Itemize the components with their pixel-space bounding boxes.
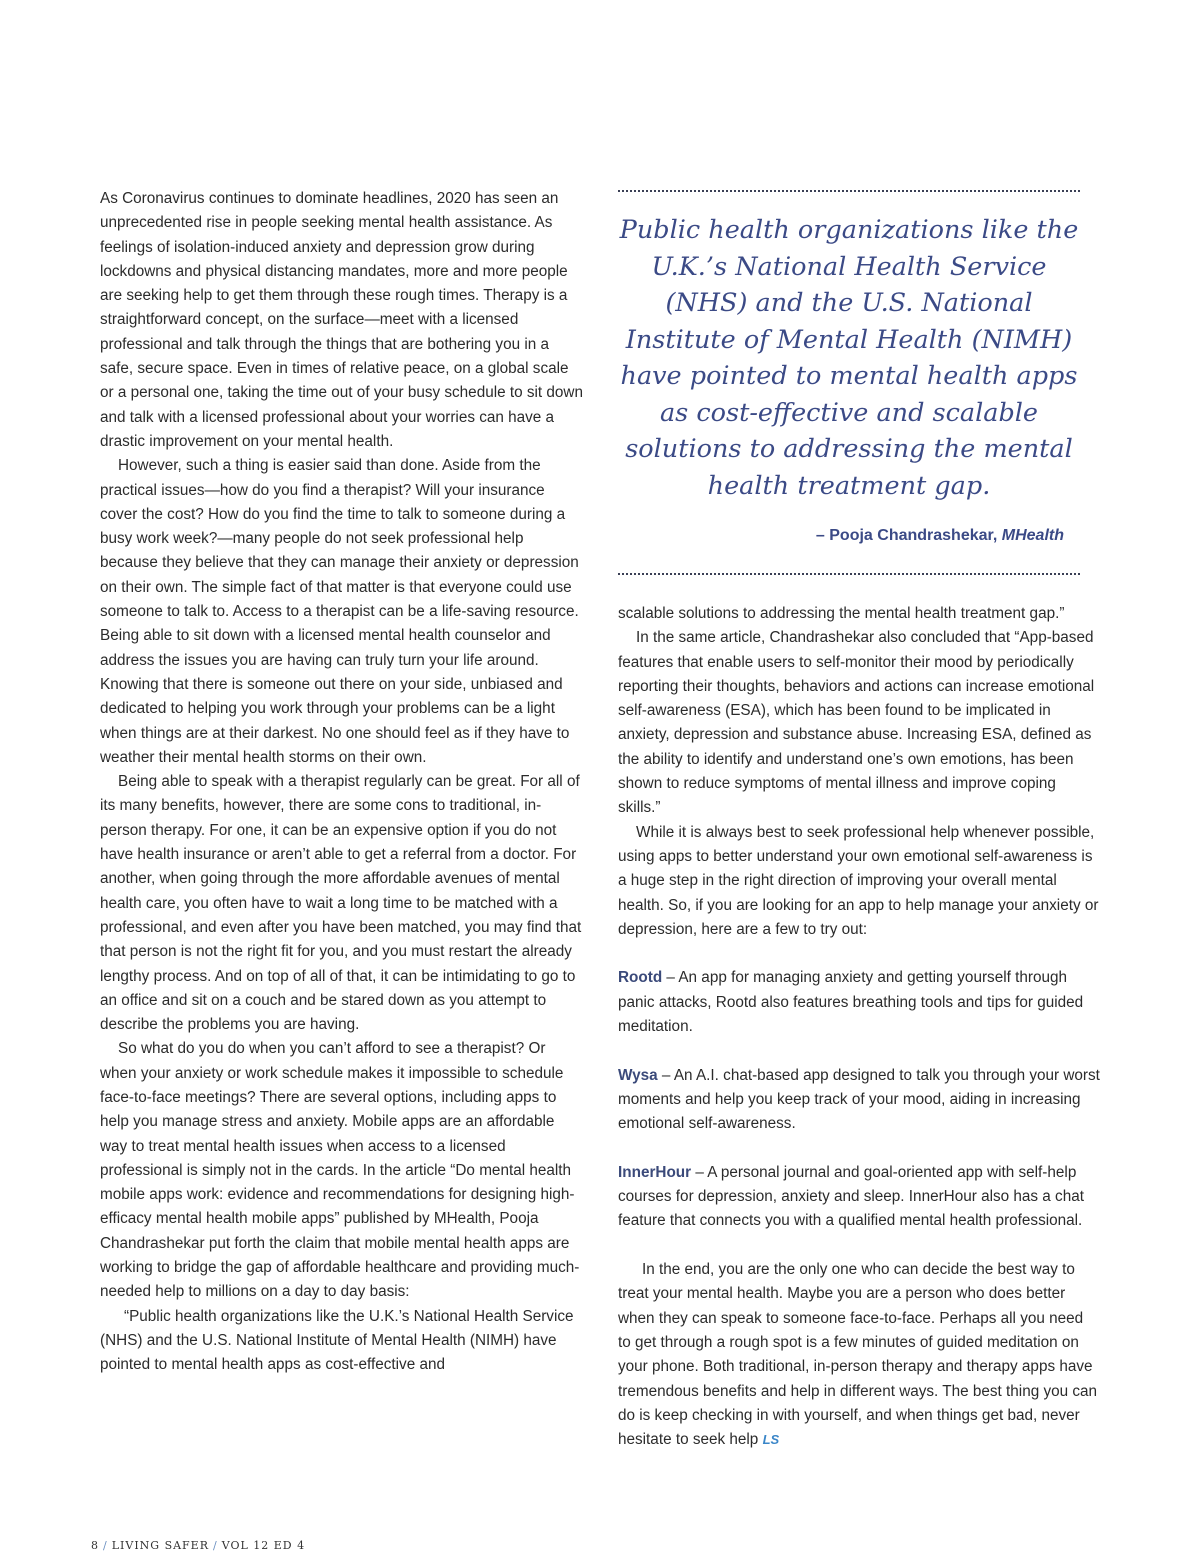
- pull-quote: Public health organizations like the U.K.’s National Health Service (NHS) and the U.S. National Institute of Mental Health (NIMH) have pointed to mental health apps as cost-effective and scalable solutions to addressing the mental health treatment gap.: [619, 215, 1079, 501]
- body-paragraph: Being able to speak with a therapist regularly can be great. For all of its many benefits, however, there are some cons to traditional, in-person therapy. For one, it can be an expensive option if you do not have health insurance or aren’t able to get a referral from a doctor. For another, when going through the more affordable avenues of mental health care, you often have to wait a long time to be matched with a professional, and even after you have been matched, you may find that that person is not the right fit for you, and you must restart the already lengthy process. And on top of all of that, it can be intimidating to go to an office and sit on a couch and be stared down as you attempt to describe the problems you are having.: [100, 773, 582, 1034]
- footer-separator: /: [103, 1539, 108, 1552]
- magazine-name: LIVING SAFER: [111, 1539, 209, 1552]
- body-paragraph: In the same article, Chandrashekar also concluded that “App-based features that enable users to self-monitor their mood by periodically reporting their thoughts, behaviors and actions can increase emotional self-awareness (ESA), which has been found to be implicated in anxiety, depression and substance abuse. Increasing ESA, defined as the ability to identify and understand one’s own emotions, has been shown to reduce symptoms of mental illness and improve coping skills.”: [618, 629, 1095, 817]
- page-number: 8: [91, 1539, 99, 1552]
- body-paragraph: So what do you do when you can’t afford to see a therapist? Or when your anxiety or work schedule makes it impossible to schedule face-to-face meetings? There are several options, including apps to help you manage stress and anxiety. Mobile apps are an affordable way to treat mental health issues when access to a licensed professional is simply not in the cards. In the article “Do mental health mobile apps work: evidence and recommendations for designing high-efficacy mental health mobile apps” published by MHealth, Pooja Chandrashekar put forth the claim that mobile mental health apps are working to bridge the gap of affordable healthcare and providing much-needed help to millions on a day to day basis:: [100, 1040, 580, 1301]
- issue-label: VOL 12 ED 4: [221, 1539, 306, 1552]
- attribution-name: – Pooja Chandrashekar,: [815, 527, 1002, 544]
- body-paragraph: scalable solutions to addressing the mental health treatment gap.”: [618, 605, 1065, 622]
- app-entry-wysa: [618, 1064, 1100, 1137]
- app-description: – A personal journal and goal-oriented app with self-help courses for depression, anxiety and sleep. InnerHour also has a chat feature that connects you with a qualified mental health professional.: [618, 1163, 1084, 1230]
- app-name: Wysa: [618, 1066, 658, 1084]
- body-paragraph: However, such a thing is easier said than done. Aside from the practical issues—how do you find a therapist? Will your insurance cover the cost? How do you find the time to talk to someone during a busy work week?—many people do not seek professional help because they believe that they can manage their anxiety or depression on their own. The simple fact of that matter is that everyone could use someone to talk to. Access to a therapist can be a life-saving resource. Being able to sit down with a licensed mental health counselor and address the issues you are having can truly turn your life around. Knowing that there is someone out there on your side, unbiased and dedicated to helping you work through your problems can be a light when things are at their darkest. No one should feel as if they have to weather their mental health storms on their own.: [100, 457, 579, 766]
- pull-quote-attribution: [816, 527, 1064, 545]
- app-name: Rootd: [618, 969, 663, 987]
- closing-text: In the end, you are the only one who can decide the best way to treat your mental health. Maybe you are a person who does better when they can speak to someone face-to-face. Perhaps all you need to get through a rough spot is a few minutes of guided meditation on your phone. Both traditional, in-person therapy and therapy apps have tremendous benefits and help in different ways. The best thing you can do is keep checking in with yourself, and when things get bad, never hesitate to seek help: [618, 1261, 1098, 1449]
- closing-paragraph: [618, 1258, 1100, 1452]
- app-entry-innerhour: [618, 1161, 1100, 1234]
- attribution-source: MHealth: [1001, 527, 1064, 544]
- right-column: [618, 602, 1100, 1452]
- page-footer: [91, 1539, 305, 1552]
- app-description: – An A.I. chat-based app designed to talk you through your worst moments and help you keep track of your mood, aiding in increasing emotional self-awareness.: [618, 1066, 1100, 1133]
- pull-quote-bottom-divider: [618, 573, 1080, 575]
- pull-quote-top-divider: [618, 190, 1080, 192]
- body-paragraph: As Coronavirus continues to dominate headlines, 2020 has seen an unprecedented rise in people seeking mental health assistance. As feelings of isolation-induced anxiety and depression grow during lockdowns and physical distancing mandates, more and more people are seeking help to get them through these rough times. Therapy is a straightforward concept, on the surface—meet with a licensed professional and talk through the things that are bothering you in a safe, secure space. Even in times of relative peace, on a global scale or a personal one, taking the time out of your busy schedule to sit down and talk with a licensed professional about your worries can have a drastic improvement on your mental health.: [100, 190, 583, 450]
- app-description: – An app for managing anxiety and getting yourself through panic attacks, Rootd also features breathing tools and tips for guided meditation.: [618, 969, 1084, 1036]
- body-paragraph: While it is always best to seek professional help whenever possible, using apps to better understand your own emotional self-awareness is a huge step in the right direction of improving your overall mental health. So, if you are looking for an app to help manage your anxiety or depression, here are a few to try out:: [618, 823, 1099, 938]
- end-mark-icon: LS: [762, 1432, 780, 1448]
- quoted-paragraph: “Public health organizations like the U.K.’s National Health Service (NHS) and the U.S. National Institute of Mental Health (NIMH) have pointed to mental health apps as cost-effective and: [100, 1307, 574, 1374]
- footer-separator: /: [213, 1539, 218, 1552]
- app-name: InnerHour: [618, 1163, 692, 1181]
- app-entry-rootd: [618, 966, 1100, 1039]
- left-column: [100, 187, 584, 1378]
